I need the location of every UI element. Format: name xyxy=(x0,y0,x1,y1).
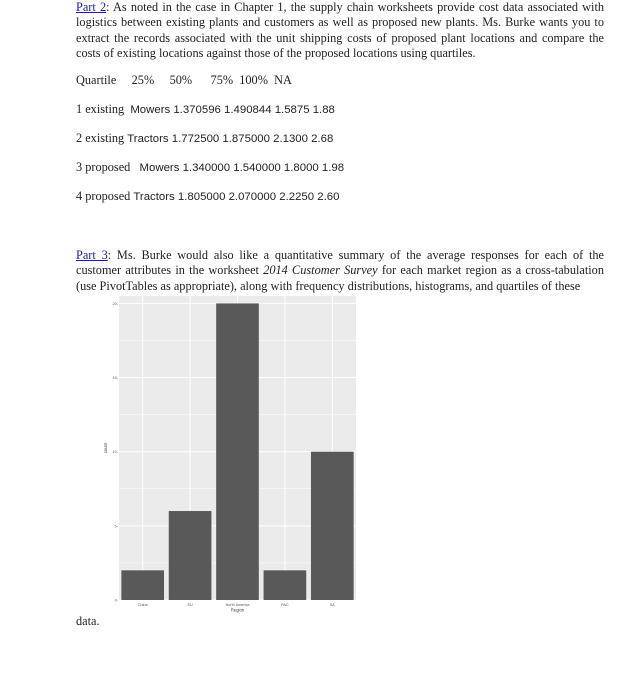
row-label: 1 existing xyxy=(76,102,131,116)
y-axis-title: count xyxy=(103,442,108,454)
y-tick-label: 10- xyxy=(112,450,118,455)
part3-text-after: for each market region as a cross-tabulation (use PivotTables as appropriate), along with frequency distributions, histograms, and quartiles of these xyxy=(76,263,604,293)
part2-heading-link[interactable]: Part 2 xyxy=(76,0,107,14)
row-label: 2 existing xyxy=(76,131,128,145)
row-label: 4 proposed xyxy=(76,189,134,203)
y-tick-label: 0- xyxy=(114,598,118,603)
row-label: 3 proposed xyxy=(76,160,140,174)
bar-eu xyxy=(169,511,212,600)
part3-paragraph xyxy=(76,248,604,294)
part2-paragraph xyxy=(76,0,604,61)
y-tick-label: 5- xyxy=(114,524,118,529)
x-tick-label: SA xyxy=(329,603,335,607)
y-tick-label: 15- xyxy=(112,376,118,381)
bar-china xyxy=(121,570,164,600)
row-values: Mowers 1.370596 1.490844 1.5875 1.88 xyxy=(130,104,335,116)
quartile-header: Quartile 25% 50% 75% 100% NA xyxy=(76,73,292,87)
x-tick-label: China xyxy=(137,603,148,607)
row-values: Tractors 1.805000 2.070000 2.2250 2.60 xyxy=(133,191,340,203)
part3-italic-sheet: 2014 Customer Survey xyxy=(263,263,378,278)
quartile-row xyxy=(76,189,339,204)
x-tick-label: EU xyxy=(187,603,193,607)
row-values: Tractors 1.772500 1.875000 2.1300 2.68 xyxy=(127,133,334,145)
region-count-histogram xyxy=(102,294,358,628)
quartile-row xyxy=(76,131,333,146)
quartile-row xyxy=(76,102,335,117)
row-values: Mowers 1.340000 1.540000 1.8000 1.98 xyxy=(139,162,345,174)
part3-text-before: : Ms. Burke would also like a quantitative summary of the average responses for each of the customer attributes in the worksheet xyxy=(76,248,604,278)
x-tick-label: North America xyxy=(225,603,250,607)
bar-north-america xyxy=(216,303,259,600)
trailing-word: data. xyxy=(76,614,100,628)
part2-text: : As noted in the case in Chapter 1, the supply chain worksheets provide cost data associated with logistics between existing plants and customers as well as proposed new plants. Ms. Burke wants you to extract the records associated with the unit shipping costs of proposed plant locations and compare the costs of existing locations against those of the proposed locations using quartiles. xyxy=(76,0,605,60)
bar-pac xyxy=(264,570,307,600)
x-axis-title: Region xyxy=(230,607,245,613)
bar-sa xyxy=(311,452,354,600)
y-tick-label: 20- xyxy=(112,301,118,306)
quartile-row xyxy=(76,160,344,175)
x-tick-label: PAC xyxy=(281,603,289,607)
part3-heading-link[interactable]: Part 3 xyxy=(76,248,108,262)
